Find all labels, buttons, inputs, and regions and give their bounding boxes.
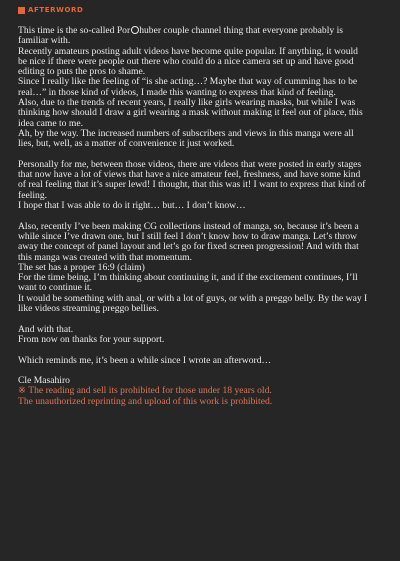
header-label: AFTERWORD <box>28 6 84 14</box>
paragraph-hope: I hope that I was able to do it right… but… I don’t know… <box>18 200 246 212</box>
paragraph-cg: Also, recently I’ve been making CG collections instead of manga, so, because it’s been a while since I’ve drawn one, but I still feel I don’t know how to draw manga. Let’s throw away the concept of panel layout and let’s go for fixed screen progression! And with that this manga was created with that momentum. <box>18 220 359 263</box>
afterword-header <box>18 4 83 16</box>
paragraph-intro: This time is the so-called Por huber couple channel thing that everyone probably is familiar with. <box>18 25 343 47</box>
paragraph-closing-2: From now on thanks for your support. <box>18 333 165 345</box>
paragraph-acting: Since I really like the feeling of “is she acting…? Maybe that way of cumming has to be real…” in those kind of videos, I made this wanting to express that kind of feeling. <box>18 76 358 98</box>
paragraph-personal: Personally for me, between those videos, there are videos that were posted in early stages that now have a lot of views that have a nice amateur feel, freshness, and have some kind of real feeling that it’s super lewd! I thought, that this was it! I want to express that kind of feeling. <box>18 158 366 201</box>
reprint-warning: The unauthorized reprinting and upload of this work is prohibited. <box>18 395 273 407</box>
paragraph-continue: For the time being, I’m thinking about continuing it, and if the excitement continues, I’ll want to continue it. <box>18 272 358 294</box>
censor-circle-icon <box>131 26 139 34</box>
paragraph-aspect: The set has a proper 16:9 (claim) <box>18 261 145 273</box>
afterword-body <box>18 26 368 407</box>
paragraph-reminder: Which reminds me, it’s been a while since I wrote an afterword… <box>18 354 272 366</box>
orange-square-icon <box>18 7 25 14</box>
paragraph-closing-1: And with that. <box>18 323 74 335</box>
paragraph-amateurs: Recently amateurs posting adult videos have become quite popular. If anything, it would be nice if there were people out there who could do a nice camera set up and have good editing to puts the pros to shame. <box>18 45 358 78</box>
age-warning: ※ The reading and sell its prohibited for those under 18 years old. <box>18 385 272 397</box>
paragraph-future: It would be something with anal, or with a lot of guys, or with a preggo belly. By the way I like videos streaming preggo bellies. <box>18 292 368 315</box>
author-signature: Cle Masahiro <box>18 375 70 387</box>
paragraph-subscribers: Ah, by the way. The increased numbers of subscribers and views in this manga were all lies, but, well, as a matter of convenience it just worked. <box>18 127 354 150</box>
paragraph-masks: Also, due to the trends of recent years, I really like girls wearing masks, but while I was thinking how should I draw a girl wearing a mask without making it feel out of place, this idea came to me. <box>18 97 363 129</box>
